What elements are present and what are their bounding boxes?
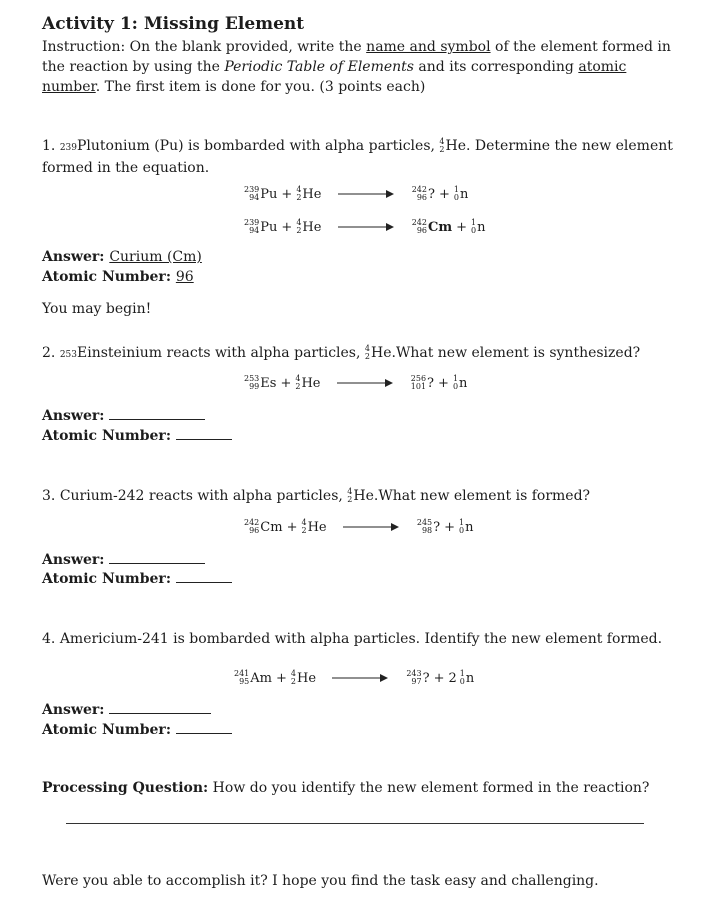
iso-mass: 239 [244, 185, 260, 194]
reaction-arrow-icon [338, 189, 394, 199]
plus-sign: + [444, 519, 456, 535]
iso-mass: 1 [452, 374, 459, 383]
processing-answer-line[interactable] [66, 823, 644, 824]
question-number: 1. [42, 138, 56, 154]
iso-symbol: He [297, 670, 317, 686]
answer-1 [42, 249, 202, 265]
answer-1-value: Curium (Cm) [109, 249, 202, 265]
atomic-number-label: Atomic Number: [42, 722, 171, 738]
iso-symbol: He [371, 345, 392, 361]
question-2 [42, 343, 682, 365]
iso-mass: 1 [471, 218, 477, 227]
alpha-isotope [439, 136, 466, 156]
iso-symbol: Cm [260, 519, 283, 535]
reaction-arrow-icon [337, 378, 393, 388]
iso-mass: 4 [296, 185, 302, 194]
instruction-label: Instruction: [42, 39, 126, 55]
iso-symbol: n [459, 186, 469, 202]
iso-mass: 4 [296, 218, 302, 227]
iso-atomic: 2 [290, 677, 296, 686]
iso-symbol: Pu [260, 219, 278, 235]
iso-atomic: 96 [416, 226, 427, 235]
instruction-paragraph [42, 37, 678, 97]
iso-mass: 256 [410, 374, 427, 383]
closing-remark: Were you able to accomplish it? I hope you find the task easy and challenging. [42, 873, 599, 889]
processing-question-label: Processing Question: [42, 780, 209, 796]
iso-atomic: 2 [439, 145, 445, 154]
instruction-underlined-name-symbol: name and symbol [366, 39, 491, 55]
iso-symbol: He [353, 488, 374, 504]
iso-atomic: 2 [296, 193, 302, 202]
instruction-text: and its corresponding [413, 59, 579, 75]
plus-sign: + [438, 375, 449, 391]
alpha-isotope [296, 186, 321, 202]
atomic-number-2 [42, 425, 232, 444]
iso-mass: 1 [459, 518, 465, 527]
answer-2 [42, 405, 205, 424]
mass-number-prefix: 239 [59, 143, 77, 153]
iso-atomic: 94 [249, 226, 260, 235]
processing-question [42, 780, 649, 796]
plus-sign: + [286, 519, 298, 535]
iso-atomic: 0 [471, 226, 477, 235]
you-may-begin: You may begin! [42, 301, 152, 317]
iso-atomic: 97 [411, 677, 422, 686]
iso-symbol: n [477, 219, 486, 235]
iso-atomic: 0 [452, 382, 459, 391]
iso-mass: 4 [439, 137, 445, 146]
iso-mass: 4 [295, 374, 301, 383]
question-1 [42, 136, 682, 178]
iso-atomic: 101 [410, 382, 427, 391]
atomic-number-2-blank[interactable] [176, 425, 232, 440]
question-text: Americium-241 is bombarded with alpha particles. Identify the new element formed. [59, 631, 663, 647]
atomic-number-label: Atomic Number: [42, 428, 171, 444]
question-3 [42, 486, 682, 506]
activity-title: Activity 1: Missing Element [42, 14, 305, 34]
iso-atomic: 0 [459, 677, 465, 686]
question-text: Curium-242 reacts with alpha particles, [59, 488, 348, 504]
plus-sign: + [281, 186, 293, 202]
iso-mass: 241 [234, 669, 250, 678]
atomic-number-label: Atomic Number: [42, 269, 171, 285]
iso-symbol: ? [422, 670, 430, 686]
iso-symbol: ? [428, 186, 435, 202]
iso-mass: 242 [411, 185, 427, 194]
iso-symbol: Es [260, 375, 277, 391]
iso-symbol: ? [427, 375, 435, 391]
alpha-isotope [347, 486, 374, 506]
question-text: Plutonium (Pu) is bombarded with alpha particles, [77, 138, 440, 154]
atomic-number-1 [42, 269, 194, 285]
reactant-isotope [244, 375, 276, 391]
product-isotope [411, 375, 434, 391]
alpha-isotope [301, 519, 326, 535]
instruction-underlined-atomic-number: atomic number [42, 59, 627, 95]
iso-mass: 4 [364, 344, 370, 353]
iso-symbol: He [307, 519, 327, 535]
product-isotope [412, 219, 452, 235]
equation-2 [244, 375, 467, 391]
answer-label: Answer: [42, 249, 105, 265]
processing-question-text: How do you identify the new element formed in the reaction? [208, 780, 650, 796]
answer-4 [42, 699, 211, 718]
iso-mass: 4 [290, 669, 296, 678]
iso-symbol: He [302, 186, 322, 202]
iso-atomic: 2 [364, 352, 370, 361]
reaction-arrow-icon [338, 222, 394, 232]
answer-label: Answer: [42, 408, 105, 424]
answer-label: Answer: [42, 702, 105, 718]
reactant-isotope [244, 186, 277, 202]
iso-mass: 245 [416, 518, 433, 527]
neutron-coefficient: 2 [448, 670, 457, 686]
plus-sign: + [280, 375, 292, 391]
reactant-isotope [244, 519, 283, 535]
plus-sign: + [281, 219, 293, 235]
iso-symbol: He [445, 138, 466, 154]
question-text: . Determine the new element formed in the equation. [42, 138, 673, 176]
neutron-isotope [460, 670, 474, 686]
iso-atomic: 2 [347, 495, 353, 504]
instruction-text: . The first item is done for you. (3 points each) [95, 79, 426, 95]
plus-sign: + [433, 670, 445, 686]
instruction-italic-periodic-table: Periodic Table of Elements [224, 59, 414, 75]
iso-atomic: 2 [295, 382, 301, 391]
question-number: 3. [42, 488, 56, 504]
iso-atomic: 2 [301, 526, 307, 535]
iso-atomic: 0 [459, 526, 465, 535]
iso-mass: 239 [244, 218, 260, 227]
plus-sign: + [438, 186, 450, 202]
alpha-isotope [365, 343, 392, 363]
equation-1-problem [244, 186, 468, 202]
neutron-isotope [471, 219, 485, 235]
neutron-isotope [454, 186, 468, 202]
answer-2-blank[interactable] [109, 405, 205, 420]
iso-symbol: Am [250, 670, 272, 686]
iso-mass: 1 [453, 185, 459, 194]
iso-atomic: 98 [421, 526, 433, 535]
iso-symbol: n [465, 519, 474, 535]
atomic-number-label: Atomic Number: [42, 571, 171, 587]
alpha-isotope [296, 219, 321, 235]
neutron-isotope [459, 519, 473, 535]
iso-atomic: 2 [296, 226, 302, 235]
iso-symbol: Cm [428, 219, 453, 235]
answer-3-blank[interactable] [109, 549, 205, 564]
neutron-isotope [453, 375, 467, 391]
instruction-text: of the element formed in the reaction by using the [42, 39, 671, 75]
alpha-isotope [291, 670, 316, 686]
plus-sign: + [276, 670, 287, 686]
equation-1-solution [244, 219, 485, 235]
reaction-arrow-icon [332, 673, 388, 683]
iso-mass: 1 [459, 669, 465, 678]
iso-atomic: 96 [249, 526, 260, 535]
iso-atomic: 96 [416, 193, 427, 202]
iso-mass: 4 [301, 518, 307, 527]
iso-atomic: 95 [239, 677, 250, 686]
equation-3 [244, 519, 474, 535]
instruction-text: On the blank provided, write the [125, 39, 367, 55]
iso-mass: 4 [347, 487, 353, 496]
reactant-isotope [244, 219, 277, 235]
iso-symbol: ? [433, 519, 441, 535]
atomic-number-1-value: 96 [175, 269, 194, 285]
iso-mass: 243 [406, 669, 422, 678]
iso-mass: 253 [244, 374, 260, 383]
product-isotope [406, 670, 429, 686]
product-isotope [417, 519, 440, 535]
iso-symbol: He [302, 219, 322, 235]
question-text: .What new element is synthesized? [391, 345, 641, 361]
reactant-isotope [234, 670, 272, 686]
answer-label: Answer: [42, 552, 105, 568]
plus-sign: + [456, 219, 468, 235]
iso-symbol: n [465, 670, 475, 686]
atomic-number-3 [42, 568, 232, 587]
answer-3 [42, 549, 205, 568]
product-isotope [412, 186, 435, 202]
question-number: 2. [42, 345, 56, 361]
question-text: .What new element is formed? [373, 488, 591, 504]
atomic-number-4-blank[interactable] [176, 719, 232, 734]
alpha-isotope [295, 375, 320, 391]
iso-mass: 242 [411, 218, 427, 227]
iso-symbol: Pu [260, 186, 278, 202]
equation-4 [234, 670, 474, 686]
iso-symbol: n [459, 375, 468, 391]
iso-mass: 242 [244, 518, 260, 527]
iso-symbol: He [301, 375, 321, 391]
question-number: 4. [42, 631, 56, 647]
iso-atomic: 0 [453, 193, 459, 202]
mass-number-prefix: 253 [59, 350, 77, 360]
iso-atomic: 94 [249, 193, 260, 202]
iso-atomic: 99 [249, 382, 260, 391]
atomic-number-4 [42, 719, 232, 738]
answer-4-blank[interactable] [109, 699, 211, 714]
reaction-arrow-icon [343, 522, 399, 532]
question-text: Einsteinium reacts with alpha particles, [77, 345, 365, 361]
atomic-number-3-blank[interactable] [176, 568, 232, 583]
question-4 [42, 629, 682, 649]
